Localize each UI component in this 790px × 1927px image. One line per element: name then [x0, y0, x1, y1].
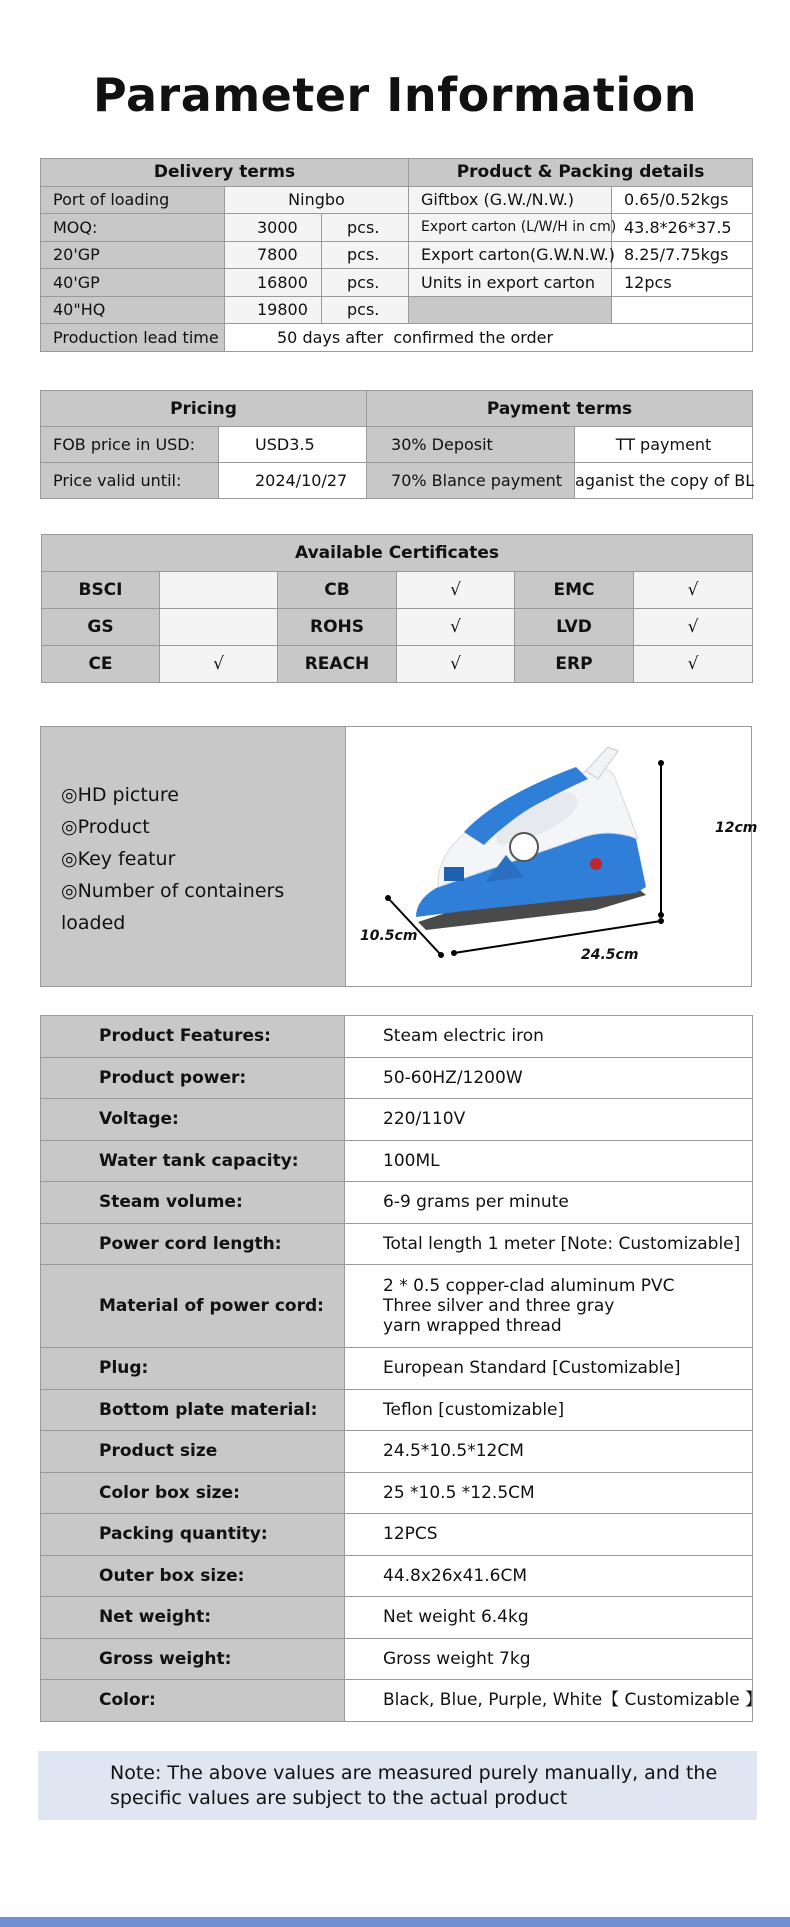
delivery-label: 20'GP [41, 241, 225, 269]
deposit-value: TT payment [575, 427, 753, 463]
feature-value: 24.5*10.5*12CM [345, 1431, 753, 1473]
valid-value: 2024/10/27 [219, 463, 367, 499]
steam-button [444, 867, 464, 881]
certificate-check: √ [634, 572, 753, 609]
empty-cell [409, 296, 612, 324]
delivery-value: 7800 [225, 241, 322, 269]
delivery-label: 40'GP [41, 269, 225, 297]
dimension-dot [658, 912, 664, 918]
feature-value: 220/110V [345, 1099, 753, 1141]
length-dimension-label: 24.5cm [581, 947, 639, 963]
feature-value-line: 2 * 0.5 copper-clad aluminum PVC [383, 1276, 675, 1296]
feature-label: Product Features: [41, 1016, 345, 1058]
packing-value: 12pcs [612, 269, 753, 297]
feature-value: European Standard [Customizable] [345, 1348, 753, 1390]
feature-value: 6-9 grams per minute [345, 1182, 753, 1224]
indicator-light [590, 858, 602, 870]
picture-list-panel [41, 727, 346, 986]
feature-label: Gross weight: [41, 1638, 345, 1680]
picture-list-item: ◎Product [61, 816, 150, 838]
dimension-dot [658, 918, 664, 924]
certificate-check [160, 609, 278, 646]
delivery-packing-table [40, 158, 753, 352]
picture-list-item: ◎HD picture [61, 784, 179, 806]
certificate-check: √ [397, 609, 515, 646]
dimension-dot [385, 895, 391, 901]
feature-label: Packing quantity: [41, 1514, 345, 1556]
lead-time-value: 50 days after confirmed the order [225, 324, 753, 352]
delivery-unit: pcs. [322, 296, 409, 324]
fob-label: FOB price in USD: [41, 427, 219, 463]
packing-label: Giftbox (G.W./N.W.) [409, 186, 612, 214]
feature-label: Material of power cord: [41, 1265, 345, 1348]
delivery-terms-header: Delivery terms [41, 159, 409, 187]
feature-value: Teflon [customizable] [345, 1389, 753, 1431]
feature-label: Bottom plate material: [41, 1389, 345, 1431]
height-dimension-label: 12cm [715, 820, 758, 836]
feature-label: Plug: [41, 1348, 345, 1390]
note-line: Note: The above values are measured purely manually, and the [110, 1762, 718, 1784]
footer-bar [0, 1917, 790, 1927]
feature-label: Power cord length: [41, 1223, 345, 1265]
empty-cell [612, 296, 753, 324]
feature-label: Steam volume: [41, 1182, 345, 1224]
feature-value: Total length 1 meter [Note: Customizable] [345, 1223, 753, 1265]
balance-label: 70% Blance payment [367, 463, 575, 499]
note-line: specific values are subject to the actual product [110, 1787, 568, 1809]
feature-value: 50-60HZ/1200W [345, 1057, 753, 1099]
feature-value-line: yarn wrapped thread [383, 1316, 562, 1336]
certificate-check [160, 572, 278, 609]
feature-value: Gross weight 7kg [345, 1638, 753, 1680]
feature-value: 44.8x26x41.6CM [345, 1555, 753, 1597]
steam-iron-illustration [346, 727, 758, 986]
feature-label: Water tank capacity: [41, 1140, 345, 1182]
dimension-dot [451, 950, 457, 956]
certificate-name: EMC [515, 572, 634, 609]
feature-label: Color box size: [41, 1472, 345, 1514]
deposit-label: 30% Deposit [367, 427, 575, 463]
certificate-name: CB [278, 572, 397, 609]
balance-value: aganist the copy of BL [575, 463, 753, 499]
features-table [40, 1015, 763, 1722]
delivery-unit: pcs. [322, 214, 409, 242]
delivery-value: 19800 [225, 296, 322, 324]
feature-value: 25 *10.5 *12.5CM [345, 1472, 753, 1514]
feature-value: Steam electric iron [345, 1016, 753, 1058]
note-box [38, 1751, 757, 1820]
dimension-dot [658, 760, 664, 766]
valid-label: Price valid until: [41, 463, 219, 499]
certificates-table [41, 534, 753, 683]
feature-value-line: Three silver and three gray [383, 1296, 615, 1316]
delivery-unit: pcs. [322, 269, 409, 297]
feature-label: Net weight: [41, 1597, 345, 1639]
delivery-unit: pcs. [322, 241, 409, 269]
temperature-dial [510, 833, 538, 861]
certificate-name: REACH [278, 646, 397, 683]
certificate-check: √ [634, 646, 753, 683]
delivery-value: 3000 [225, 214, 322, 242]
certificate-check: √ [160, 646, 278, 683]
certificate-name: LVD [515, 609, 634, 646]
certificate-check: √ [397, 646, 515, 683]
page-title: Parameter Information [92, 68, 697, 122]
lead-time-label: Production lead time [41, 324, 225, 352]
packing-value: 0.65/0.52kgs [612, 186, 753, 214]
certificates-header: Available Certificates [42, 535, 753, 572]
feature-label: Outer box size: [41, 1555, 345, 1597]
certificate-check: √ [397, 572, 515, 609]
packing-label: Export carton(G.W.N.W.) [409, 241, 612, 269]
feature-value: Black, Blue, Purple, White【 Customizable 】 [345, 1680, 753, 1722]
feature-label: Product size [41, 1431, 345, 1473]
port-value: Ningbo [225, 186, 409, 214]
feature-value: 12PCS [345, 1514, 753, 1556]
feature-value: 100ML [345, 1140, 753, 1182]
certificate-name: ROHS [278, 609, 397, 646]
payment-header: Payment terms [367, 391, 753, 427]
feature-label: Product power: [41, 1057, 345, 1099]
packing-value: 8.25/7.75kgs [612, 241, 753, 269]
feature-label: Voltage: [41, 1099, 345, 1141]
delivery-value: 16800 [225, 269, 322, 297]
picture-list-item: ◎Number of containers loaded [61, 880, 285, 934]
pricing-payment-table [40, 390, 753, 499]
feature-value [345, 1265, 753, 1348]
feature-label: Color: [41, 1680, 345, 1722]
certificate-check: √ [634, 609, 753, 646]
certificate-name: CE [42, 646, 160, 683]
feature-value: Net weight 6.4kg [345, 1597, 753, 1639]
packing-label: Units in export carton [409, 269, 612, 297]
packing-label: Export carton (L/W/H in cm) [409, 214, 612, 242]
delivery-label: 40"HQ [41, 296, 225, 324]
product-image [346, 727, 758, 986]
packing-value: 43.8*26*37.5 [612, 214, 753, 242]
packing-details-header: Product & Packing details [409, 159, 753, 187]
certificate-name: BSCI [42, 572, 160, 609]
picture-list [61, 779, 345, 934]
width-dimension-label: 10.5cm [360, 928, 418, 944]
certificate-name: ERP [515, 646, 634, 683]
delivery-label: MOQ: [41, 214, 225, 242]
fob-value: USD3.5 [219, 427, 367, 463]
port-label: Port of loading [41, 186, 225, 214]
product-picture-panel [40, 726, 758, 987]
certificate-name: GS [42, 609, 160, 646]
dimension-dot [438, 952, 444, 958]
pricing-header: Pricing [41, 391, 367, 427]
picture-list-item: ◎Key featur [61, 848, 176, 870]
